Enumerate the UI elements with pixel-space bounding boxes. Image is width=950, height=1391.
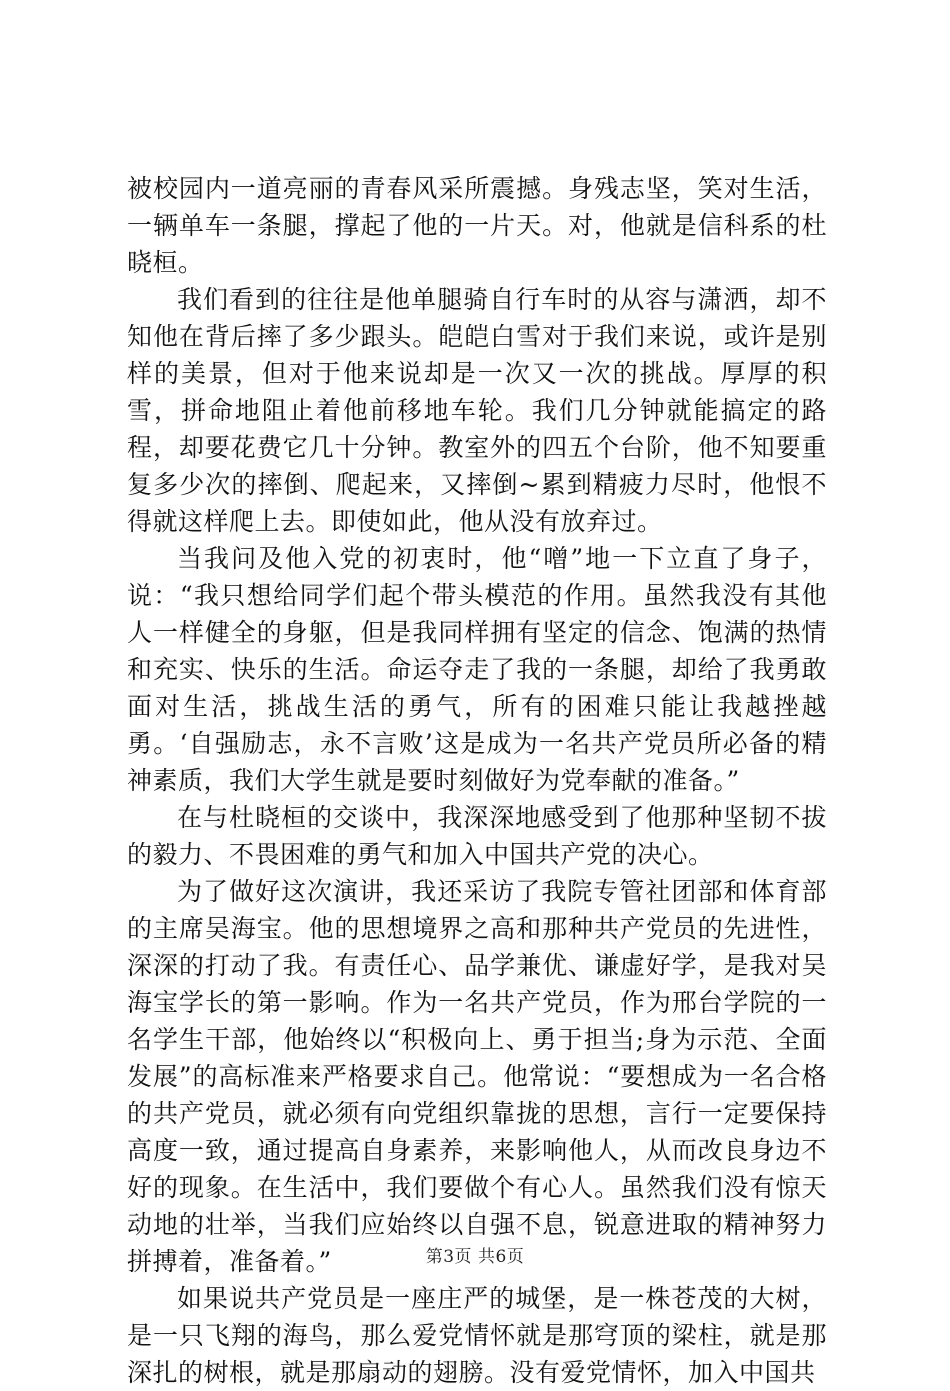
body-text: [127, 170, 827, 1391]
page-footer: 第3页 共6页: [425, 1247, 525, 1267]
paragraph: 如果说共产党员是一座庄严的城堡，是一株苍茂的大树，是一只飞翔的海鸟，那么爱党情怀就是那穹顶的梁柱，就是那深扎的树根，就是那扇动的翅膀。没有爱党情怀，加入中国共: [127, 1284, 827, 1387]
paragraph: 在与杜晓桓的交谈中，我深深地感受到了他那种坚韧不拔的毅力、不畏困难的勇气和加入中国共产党的决心。: [127, 803, 827, 869]
paragraph: 当我问及他入党的初衷时，他“噌”地一下立直了身子，说：“我只想给同学们起个带头模范的作用。虽然我没有其他人一样健全的身躯，但是我同样拥有坚定的信念、饱满的热情和充实、快乐的生活。命运夺走了我的一条腿，却给了我勇敢面对生活，挑战生活的勇气，所有的困难只能让我越挫越勇。‘自强励志，永不言败’这是成为一名共产党员所必备的精神素质，我们大学生就是要时刻做好为党奉献的准备。”: [127, 544, 827, 795]
paragraph: 我们看到的往往是他单腿骑自行车时的从容与潇洒，却不知他在背后摔了多少跟头。皑皑白雪对于我们来说，或许是别样的美景，但对于他来说却是一次又一次的挑战。厚厚的积雪，拼命地阻止着他前移地车轮。我们几分钟就能搞定的路程，却要花费它几十分钟。教室外的四五个台阶，他不知要重复多少次的摔倒、爬起来，又摔倒~累到精疲力尽时，他恨不得就这样爬上去。即使如此，他从没有放弃过。: [127, 285, 827, 536]
paragraph: 被校园内一道亮丽的青春风采所震撼。身残志坚，笑对生活，一辆单车一条腿，撑起了他的一片天。对，他就是信科系的杜晓桓。: [127, 174, 827, 277]
paragraph: 为了做好这次演讲，我还采访了我院专管社团部和体育部的主席吴海宝。他的思想境界之高和那种共产党员的先进性，深深的打动了我。有责任心、品学兼优、谦虚好学，是我对吴海宝学长的第一影响。作为一名共产党员，作为邢台学院的一名学生干部，他始终以“积极向上、勇于担当;身为示范、全面发展”的高标准来严格要求自己。他常说：“要想成为一名合格的共产党员，就必须有向党组织靠拢的思想，言行一定要保持高度一致，通过提高自身素养，来影响他人，从而改良身边不好的现象。在生活中，我们要做个有心人。虽然我们没有惊天动地的壮举，当我们应始终以自强不息，锐意进取的精神努力拼搏着，准备着。”: [127, 877, 827, 1276]
